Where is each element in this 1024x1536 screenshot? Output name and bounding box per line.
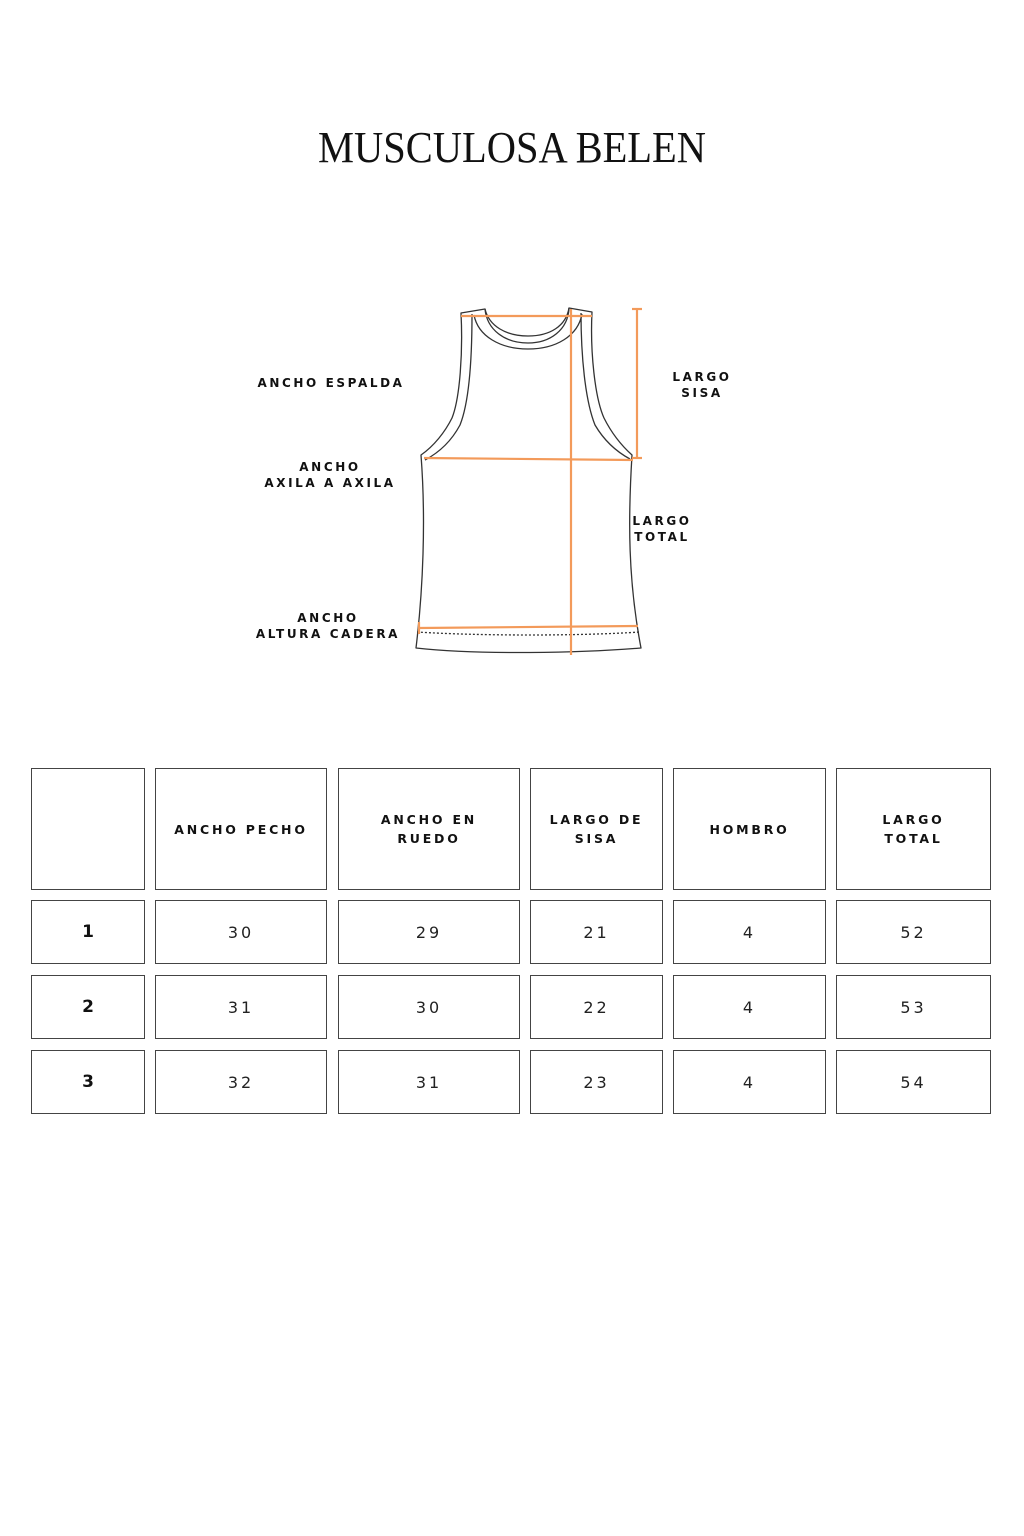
cell-value: 21 (583, 922, 610, 942)
cell-value: 53 (900, 997, 927, 1017)
table-cell (530, 900, 663, 964)
label-ancho-axila (250, 459, 410, 491)
table-row-size (31, 1050, 145, 1114)
label-ancho-cadera-line1: ANCHO (297, 611, 359, 625)
table-cell (155, 975, 327, 1039)
cell-value: 4 (742, 922, 757, 942)
cell-value: 22 (583, 997, 610, 1017)
table-cell (530, 975, 663, 1039)
header-label: LARGO TOTAL (882, 812, 945, 846)
label-ancho-espalda: ANCHO ESPALDA (257, 376, 405, 390)
header-label: ANCHO EN RUEDO (380, 812, 478, 846)
ancho-cadera-line (419, 626, 638, 628)
label-largo-total (622, 513, 702, 545)
label-largo-sisa-line2: SISA (681, 386, 723, 400)
table-cell (155, 1050, 327, 1114)
table-header-largo-total (836, 768, 991, 890)
cell-value: 32 (227, 1072, 255, 1092)
cell-value: 30 (227, 922, 255, 942)
table-cell (836, 1050, 991, 1114)
cell-value: 52 (900, 922, 927, 942)
table-cell (155, 900, 327, 964)
label-ancho-cadera (248, 610, 408, 642)
table-header-ancho-pecho (155, 768, 327, 890)
table-cell (836, 975, 991, 1039)
cell-value: 29 (415, 922, 443, 942)
table-cell (338, 975, 520, 1039)
cell-value: 30 (415, 997, 443, 1017)
header-label: LARGO DE SISA (549, 812, 644, 846)
table-row-size (31, 975, 145, 1039)
table-header-cell-empty (31, 768, 145, 890)
label-largo-sisa (662, 369, 742, 401)
table-header-hombro (673, 768, 826, 890)
cell-value: 4 (742, 1072, 757, 1092)
label-largo-total-line2: TOTAL (634, 530, 690, 544)
size-label: 2 (82, 997, 94, 1017)
cell-value: 54 (900, 1072, 927, 1092)
header-label: HOMBRO (709, 821, 790, 837)
label-largo-total-line1: LARGO (632, 514, 692, 528)
table-header-largo-sisa (530, 768, 663, 890)
table-cell (338, 900, 520, 964)
table-cell (673, 1050, 826, 1114)
table-header-ancho-ruedo (338, 768, 520, 890)
label-ancho-axila-line1: ANCHO (299, 460, 361, 474)
table-cell (338, 1050, 520, 1114)
label-ancho-axila-line2: AXILA A AXILA (264, 476, 396, 490)
label-largo-sisa-line1: LARGO (672, 370, 732, 384)
label-ancho-cadera-line2: ALTURA CADERA (255, 627, 401, 641)
header-label: ANCHO PECHO (174, 821, 308, 837)
tank-top-diagram (0, 0, 1024, 700)
table-cell (673, 975, 826, 1039)
cell-value: 31 (415, 1072, 443, 1092)
measurement-lines (419, 309, 642, 655)
ancho-axila-line (424, 458, 633, 460)
size-label: 3 (82, 1072, 94, 1092)
cell-value: 23 (583, 1072, 610, 1092)
table-row-size (31, 900, 145, 964)
page-title: MUSCULOSA BELEN (318, 123, 706, 172)
table-cell (530, 1050, 663, 1114)
cell-value: 4 (742, 997, 757, 1017)
cell-value: 31 (227, 997, 255, 1017)
table-cell (673, 900, 826, 964)
table-cell (836, 900, 991, 964)
size-label: 1 (82, 922, 94, 942)
tank-top-outline (416, 308, 641, 653)
